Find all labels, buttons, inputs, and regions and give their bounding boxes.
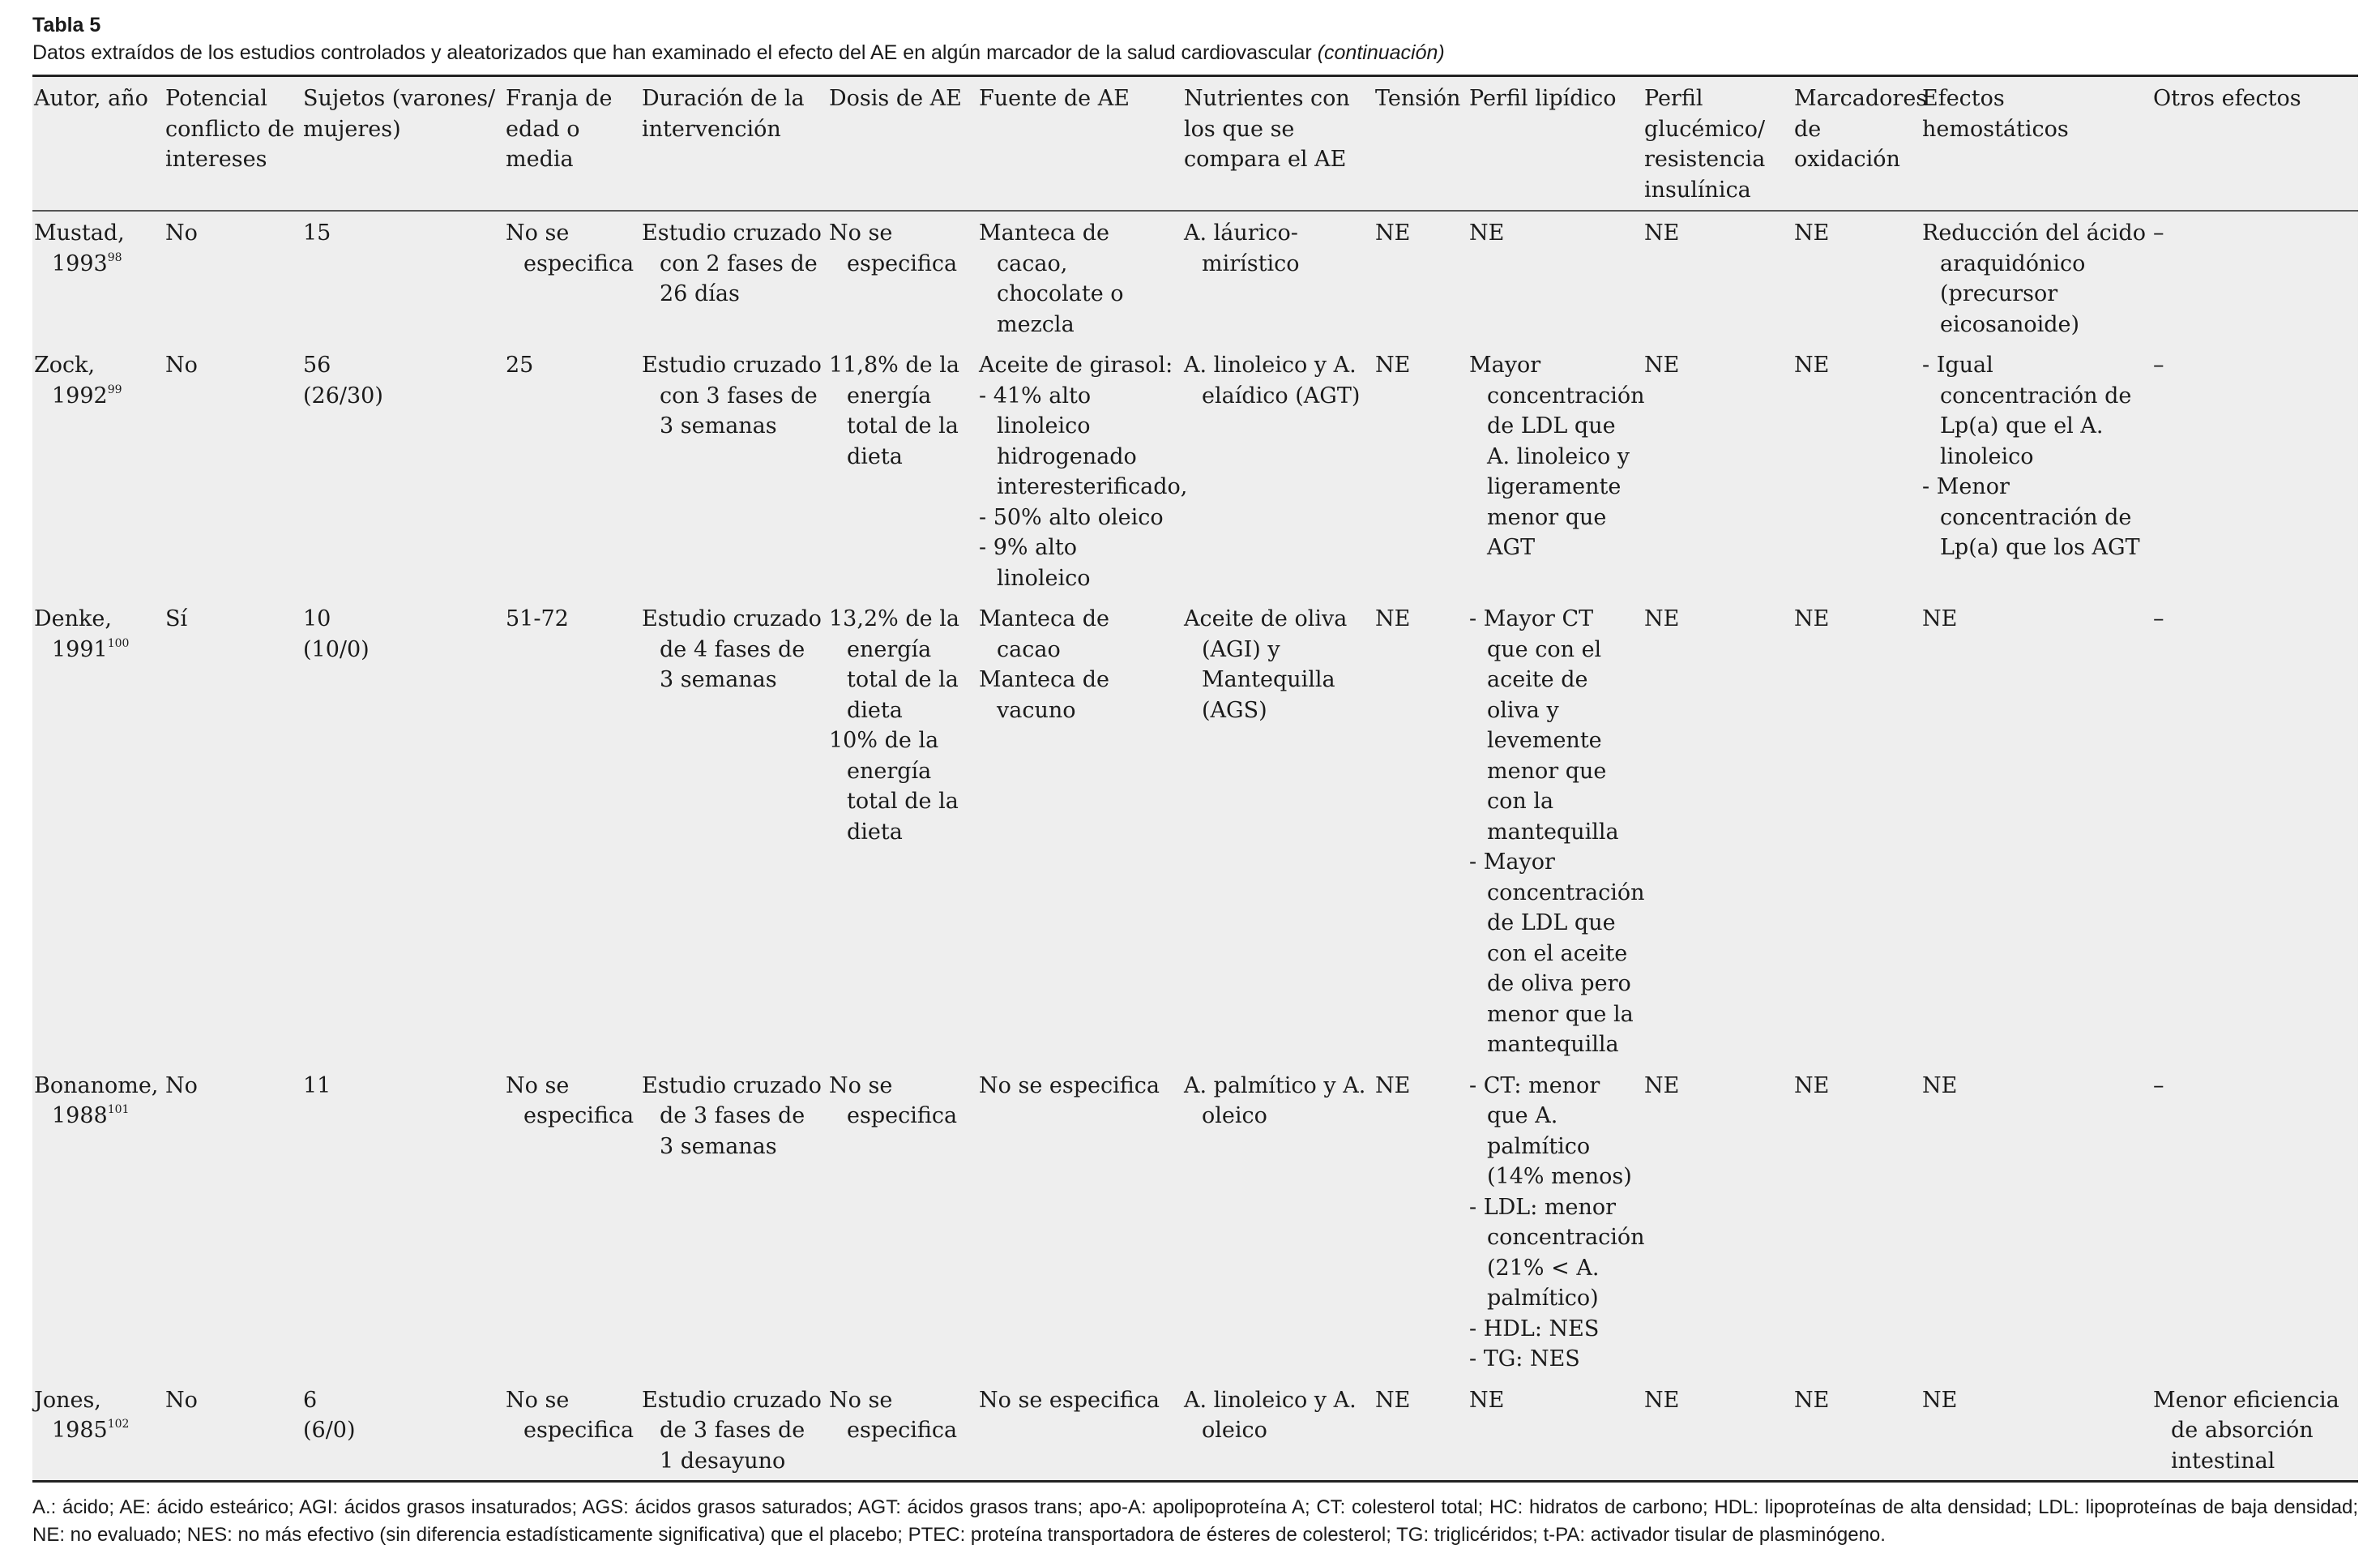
dose-cell (827, 211, 977, 344)
oxidation-cell-text: NE (1794, 353, 1830, 378)
source-cell-item: - 9% alto linoleico (979, 535, 1091, 591)
glucose-cell-text: NE (1644, 1072, 1680, 1098)
conflict-cell-text: No (165, 1072, 198, 1098)
hemostatic-cell (1921, 344, 2151, 597)
source-cell (977, 1064, 1182, 1379)
source-cell (977, 344, 1188, 597)
author-text: Zock, 1992 (34, 353, 108, 409)
column-header: Otros efectos (2153, 86, 2301, 111)
other-cell-text: – (2153, 1072, 2164, 1098)
oxidation-cell-text: NE (1794, 1072, 1830, 1098)
lipid-cell-item: - Mayor CT que con el aceite de oliva y levemente menor que con la mantequilla (1469, 606, 1619, 845)
age-cell-text: 51-72 (506, 606, 569, 631)
subjects-cell-item: 11 (303, 1072, 331, 1098)
column-header: Potencial conflicto de intereses (165, 86, 295, 172)
tension-cell-text: NE (1375, 353, 1411, 378)
compared-cell-text: A. láurico-mirístico (1184, 220, 1300, 276)
conflict-cell-text: No (165, 220, 198, 246)
other-cell-text: – (2153, 220, 2164, 246)
hemostatic-cell-item: NE (1922, 606, 1958, 631)
compared-cell (1182, 1064, 1374, 1379)
age-cell (504, 1064, 640, 1379)
table-caption (32, 39, 2358, 66)
table-row (32, 597, 2358, 1064)
duration-cell-text: Estudio cruzado con 2 fases de 26 días (642, 220, 822, 306)
dose-cell (827, 597, 977, 1064)
oxidation-cell (1792, 211, 1921, 344)
lipid-cell-item: - TG: NES (1469, 1346, 1580, 1371)
column-header: Perfil lipídico (1469, 86, 1617, 111)
age-cell-text: No se especifica (506, 220, 635, 276)
author-cell (32, 1064, 164, 1379)
lipid-cell (1468, 344, 1643, 597)
lipid-cell-item: - LDL: menor concentración (21% < A. palmítico) (1469, 1194, 1645, 1311)
hemostatic-cell-item: NE (1922, 1387, 1958, 1413)
duration-cell-text: Estudio cruzado con 3 fases de 3 semanas (642, 353, 822, 439)
document-page (32, 11, 2358, 1549)
tension-cell (1374, 1064, 1468, 1379)
column-header: Tensión (1375, 86, 1461, 111)
author-wrap (34, 1071, 159, 1132)
oxidation-cell (1792, 1379, 1921, 1482)
dose-cell-item: No se especifica (829, 1387, 958, 1443)
conflict-cell (164, 1379, 301, 1482)
tension-cell-text: NE (1375, 1387, 1411, 1413)
age-cell-text: No se especifica (506, 1072, 635, 1128)
source-cell-item: Manteca de cacao (979, 606, 1110, 662)
lipid-cell-item: NE (1469, 220, 1505, 246)
caption-suffix: (continuación) (1317, 41, 1445, 64)
source-cell-item: - 41% alto linoleico hidrogenado interesterificado, (979, 383, 1188, 499)
table-title: Tabla 5 (32, 14, 101, 36)
table-row (32, 1379, 2358, 1482)
duration-cell (640, 211, 827, 344)
dose-cell (827, 1064, 977, 1379)
author-cell (32, 344, 164, 597)
subjects-cell (301, 1379, 504, 1482)
column-header: Franja de edad o media (506, 86, 613, 172)
author-cell (32, 1379, 164, 1482)
table-row (32, 344, 2358, 597)
dose-cell-item: No se especifica (829, 1072, 958, 1128)
duration-cell-text: Estudio cruzado de 3 fases de 3 semanas (642, 1072, 822, 1159)
glucose-cell (1643, 1379, 1792, 1482)
source-cell-item: - 50% alto oleico (979, 504, 1164, 530)
compared-cell-text: A. linoleico y A. elaídico (AGT) (1184, 353, 1361, 409)
author-cell (32, 211, 164, 344)
tension-cell-text: NE (1375, 220, 1411, 246)
hemostatic-cell (1921, 597, 2151, 1064)
glucose-cell (1643, 1064, 1792, 1379)
duration-cell (640, 1064, 827, 1379)
hemostatic-cell-item: NE (1922, 1072, 1958, 1098)
author-text: Mustad, 1993 (34, 220, 125, 276)
subjects-cell (301, 597, 504, 1064)
oxidation-cell-text: NE (1794, 1387, 1830, 1413)
glucose-cell (1643, 344, 1792, 597)
subjects-cell-item: (6/0) (303, 1418, 356, 1443)
duration-cell-text: Estudio cruzado de 4 fases de 3 semanas (642, 606, 822, 692)
column-header: Perfil glucémico/ resistencia insulínica (1644, 86, 1766, 203)
duration-cell (640, 344, 827, 597)
duration-cell-text: Estudio cruzado de 3 fases de 1 desayuno (642, 1387, 822, 1474)
source-cell (977, 211, 1182, 344)
column-header: Dosis de AE (829, 86, 962, 111)
age-cell-text: No se especifica (506, 1387, 635, 1443)
author-wrap (34, 604, 159, 665)
oxidation-cell-text: NE (1794, 606, 1830, 631)
author-wrap (34, 218, 159, 279)
other-cell (2151, 1064, 2358, 1379)
reference-number: 98 (107, 250, 122, 264)
oxidation-cell-text: NE (1794, 220, 1830, 246)
column-header: Fuente de AE (979, 86, 1130, 111)
hemostatic-cell (1921, 211, 2151, 344)
subjects-cell-item: 10 (303, 606, 331, 631)
column-header: Autor, año (34, 86, 148, 111)
tension-cell (1374, 597, 1468, 1064)
author-wrap (34, 350, 159, 411)
subjects-cell (301, 211, 504, 344)
header-row (32, 76, 2358, 212)
other-cell (2151, 597, 2358, 1064)
dose-cell-item: No se especifica (829, 220, 958, 276)
source-cell (977, 1379, 1182, 1482)
other-cell (2151, 344, 2358, 597)
lipid-cell-item: Mayor concentración de LDL que A. linoleico y ligeramente menor que AGT (1469, 353, 1645, 560)
author-text: Denke, 1991 (34, 606, 112, 662)
compared-cell (1182, 597, 1374, 1064)
column-header: Sujetos (varones/ mujeres) (303, 86, 496, 142)
tension-cell-text: NE (1375, 606, 1411, 631)
lipid-cell-item: - Mayor concentración de LDL que con el aceite de oliva pero menor que la mantequilla (1469, 849, 1645, 1057)
conflict-cell (164, 344, 301, 597)
hemostatic-cell-item: - Menor concentración de Lp(a) que los AGT (1922, 474, 2140, 560)
conflict-cell (164, 211, 301, 344)
oxidation-cell (1792, 1064, 1921, 1379)
conflict-cell-text: No (165, 353, 198, 378)
author-text: Jones, 1985 (34, 1387, 108, 1443)
dose-cell-item: 10% de la energía total de la dieta (829, 728, 959, 845)
dose-cell-item: 11,8% de la energía total de la dieta (829, 353, 959, 469)
lipid-cell (1468, 211, 1643, 344)
column-header: Marcadores de oxidación (1794, 86, 1928, 172)
lipid-cell (1468, 1379, 1643, 1482)
glucose-cell-text: NE (1644, 1387, 1680, 1413)
reference-number: 102 (107, 1418, 130, 1431)
subjects-cell-item: 15 (303, 220, 331, 246)
compared-cell (1182, 211, 1374, 344)
source-cell-item: No se especifica (979, 1072, 1160, 1098)
lipid-cell (1468, 1064, 1643, 1379)
subjects-cell-item: (26/30) (303, 383, 383, 409)
duration-cell (640, 1379, 827, 1482)
other-cell-text: Menor eficiencia de absorción intestinal (2153, 1387, 2339, 1474)
dose-cell-item: 13,2% de la energía total de la dieta (829, 606, 959, 723)
compared-cell-text: A. palmítico y A. oleico (1184, 1072, 1366, 1128)
dose-cell (827, 1379, 977, 1482)
compared-cell-text: Aceite de oliva (AGI) y Mantequilla (AGS) (1184, 606, 1348, 723)
other-cell-text: – (2153, 606, 2164, 631)
column-header: Duración de la intervención (642, 86, 805, 142)
table-row (32, 211, 2358, 344)
other-cell-text: – (2153, 353, 2164, 378)
data-table (32, 75, 2358, 1483)
table-row (32, 1064, 2358, 1379)
lipid-cell-item: - CT: menor que A. palmítico (14% menos) (1469, 1072, 1632, 1189)
footnote: A.: ácido; AE: ácido esteárico; AGI: ácidos grasos insaturados; AGS: ácidos grasos saturados; AGT: ácidos grasos trans; apo-A: apolipoproteína A; CT: colesterol total; HC: hidratos de carbono; HDL: lipoproteínas de alta densidad; LDL: lipoproteínas de baja densidad; NE: no evaluado; NES: no más efectivo (sin diferencia estadísticamente significativa) que el placebo; PTEC: proteína transportadora de ésteres de colesterol; TG: triglicéridos; t-PA: activador tisular de plasminógeno. (32, 1496, 2358, 1546)
lipid-cell-item: NE (1469, 1387, 1505, 1413)
subjects-cell-item: (10/0) (303, 636, 370, 662)
glucose-cell (1643, 211, 1792, 344)
source-cell (977, 597, 1182, 1064)
glucose-cell-text: NE (1644, 606, 1680, 631)
caption-main: Datos extraídos de los estudios controlados y aleatorizados que han examinado el efecto del AE en algún marcador de la salud cardiovascular (32, 41, 1312, 64)
hemostatic-cell (1921, 1064, 2151, 1379)
age-cell-text: 25 (506, 353, 534, 378)
duration-cell (640, 597, 827, 1064)
compared-cell (1182, 1379, 1374, 1482)
lipid-cell (1468, 597, 1643, 1064)
column-header: Nutrientes con los que se compara el AE (1184, 86, 1350, 172)
source-cell-item: Manteca de cacao, chocolate o mezcla (979, 220, 1124, 337)
author-wrap (34, 1385, 159, 1446)
hemostatic-cell-item: Reducción del ácido araquidónico (precursor eicosanoide) (1922, 220, 2146, 337)
table-body (32, 211, 2358, 1482)
glucose-cell-text: NE (1644, 353, 1680, 378)
subjects-cell-item: 56 (303, 353, 331, 378)
oxidation-cell (1792, 597, 1921, 1064)
tension-cell (1374, 211, 1468, 344)
compared-cell-text: A. linoleico y A. oleico (1184, 1387, 1357, 1443)
conflict-cell-text: No (165, 1387, 198, 1413)
hemostatic-cell (1921, 1379, 2151, 1482)
author-text: Bonanome, 1988 (34, 1072, 159, 1128)
age-cell (504, 344, 640, 597)
author-cell (32, 597, 164, 1064)
dose-cell (827, 344, 977, 597)
lipid-cell-item: - HDL: NES (1469, 1316, 1600, 1341)
column-header: Efectos hemostáticos (1922, 86, 2069, 142)
tension-cell-text: NE (1375, 1072, 1411, 1098)
source-cell-item: Manteca de vacuno (979, 667, 1110, 723)
conflict-cell-text: Sí (165, 606, 188, 631)
glucose-cell-text: NE (1644, 220, 1680, 246)
subjects-cell-item: 6 (303, 1387, 318, 1413)
reference-number: 100 (107, 636, 130, 650)
subjects-cell (301, 1064, 504, 1379)
tension-cell (1374, 1379, 1468, 1482)
other-cell (2151, 211, 2358, 344)
source-cell-item: No se especifica (979, 1387, 1160, 1413)
compared-cell (1182, 344, 1374, 597)
other-cell (2151, 1379, 2358, 1482)
glucose-cell (1643, 597, 1792, 1064)
age-cell (504, 1379, 640, 1482)
conflict-cell (164, 1064, 301, 1379)
subjects-cell (301, 344, 504, 597)
age-cell (504, 211, 640, 344)
reference-number: 101 (107, 1103, 130, 1116)
tension-cell (1374, 344, 1468, 597)
hemostatic-cell-item: - Igual concentración de Lp(a) que el A. linoleico (1922, 353, 2132, 469)
reference-number: 99 (107, 383, 122, 396)
source-cell-item: Aceite de girasol: (979, 353, 1173, 378)
conflict-cell (164, 597, 301, 1064)
age-cell (504, 597, 640, 1064)
oxidation-cell (1792, 344, 1921, 597)
